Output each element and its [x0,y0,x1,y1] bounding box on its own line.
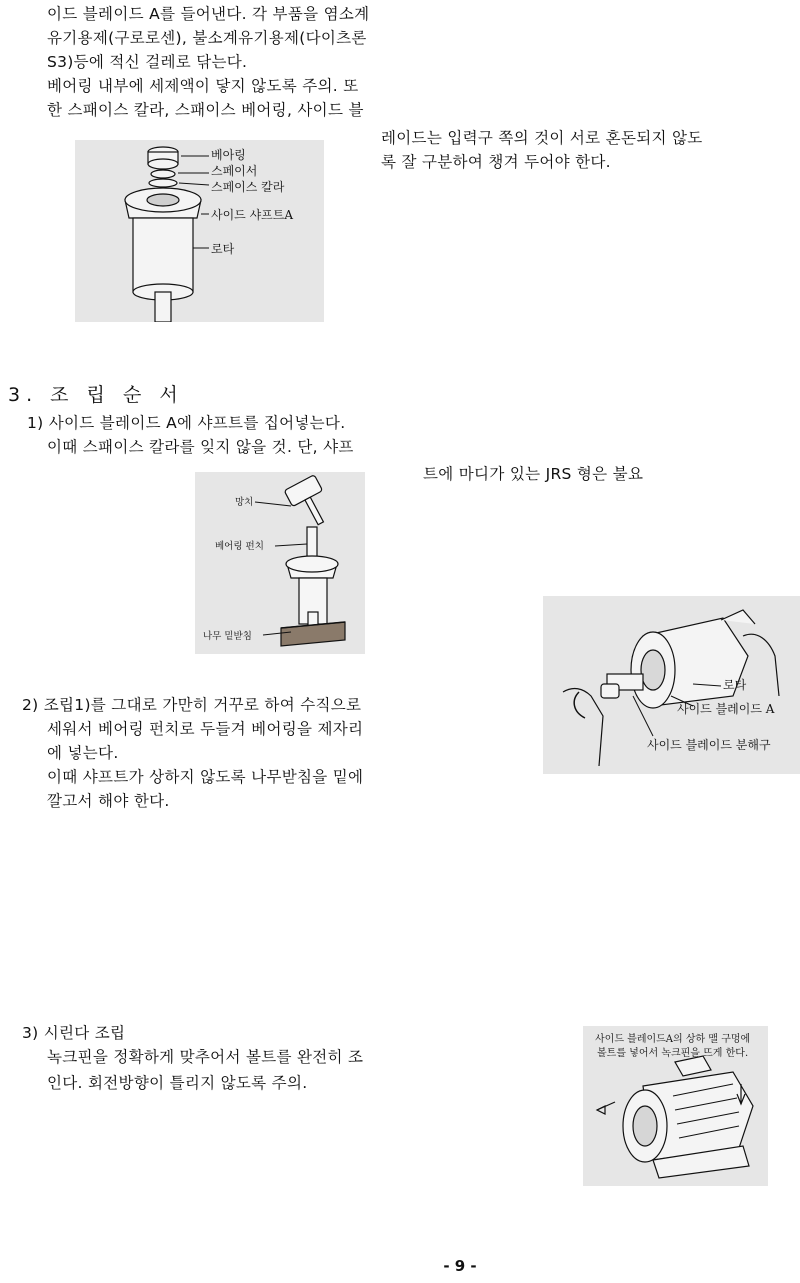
intro-line-3: S3)등에 적신 걸레로 닦는다. [47,53,248,71]
caption-line-1: 사이드 블레이드A의 상하 맬 구멍에 [595,1034,751,1045]
page-number: - 9 - [443,1257,477,1275]
label-side-blade-tool: 사이드 블레이드 분해구 [647,738,771,752]
intro-right-line-1: 레이드는 입력구 쪽의 것이 서로 혼돈되지 않도 [381,129,703,147]
bearing-assembly-figure [75,140,324,322]
intro-line-5: 한 스패이스 칼라, 스패이스 베어링, 사이드 블 [47,101,364,119]
step2-line-3: 에 넣는다. [47,744,119,762]
cylinder-assembly-figure [583,1026,768,1186]
label-bearing-punch: 베어링 펀치 [215,541,264,552]
intro-line-2: 유기용제(구로로센), 불소계유기용제(다이츠론 [47,29,367,47]
step2-line-1: 2) 조립1)를 그대로 가만히 거꾸로 하여 수직으로 [22,696,362,714]
label-rotor: 로타 [211,242,235,256]
label-bearing: 베아링 [211,148,246,162]
step1-line-1: 1) 사이드 블레이드 A에 샤프트를 집어넣는다. [27,414,346,432]
step2-line-5: 깔고서 해야 한다. [47,792,170,810]
step1-line-2: 이때 스패이스 칼라를 잊지 않을 것. 단, 샤프 [47,438,354,456]
step3-line-1: 3) 시린다 조립 [22,1024,126,1042]
label-side-blade-a: 사이드 블레이드 A [677,702,775,716]
label-spacer: 스페이서 [211,164,258,178]
label-rotor: 로타 [723,678,747,692]
intro-line-4: 베어링 내부에 세제액이 닿지 않도록 주의. 또 [47,77,359,95]
section-title: 3. 조 립 순 서 [8,384,184,406]
intro-right-line-2: 록 잘 구분하여 챙겨 두어야 한다. [381,153,611,171]
step3-line-2: 녹크핀을 정확하게 맞추어서 볼트를 완전히 조 [47,1048,364,1066]
side-blade-disassembly-figure [543,596,800,774]
label-wood-block: 나무 밑받침 [203,631,252,642]
step2-line-2: 세워서 베어링 펀치로 두들겨 베어링을 제자리 [47,720,364,738]
intro-line-1: 이드 블레이드 A를 들어낸다. 각 부품을 염소계 [47,5,370,23]
step2-line-4: 이때 샤프트가 상하지 않도록 나무받침을 밑에 [47,768,364,786]
label-spacer-collar: 스페이스 칼라 [211,180,285,194]
step3-line-3: 인다. 회전방향이 틀리지 않도록 주의. [47,1074,308,1092]
label-side-shaft-a: 사이드 샤프트A [211,208,294,222]
label-hammer: 망치 [235,497,254,508]
step1-right-line: 트에 마디가 있는 JRS 형은 불요 [423,465,644,483]
bearing-punch-figure [195,472,365,654]
caption-line-2: 볼트를 넣어서 녹크핀을 뜨게 한다. [597,1048,749,1059]
